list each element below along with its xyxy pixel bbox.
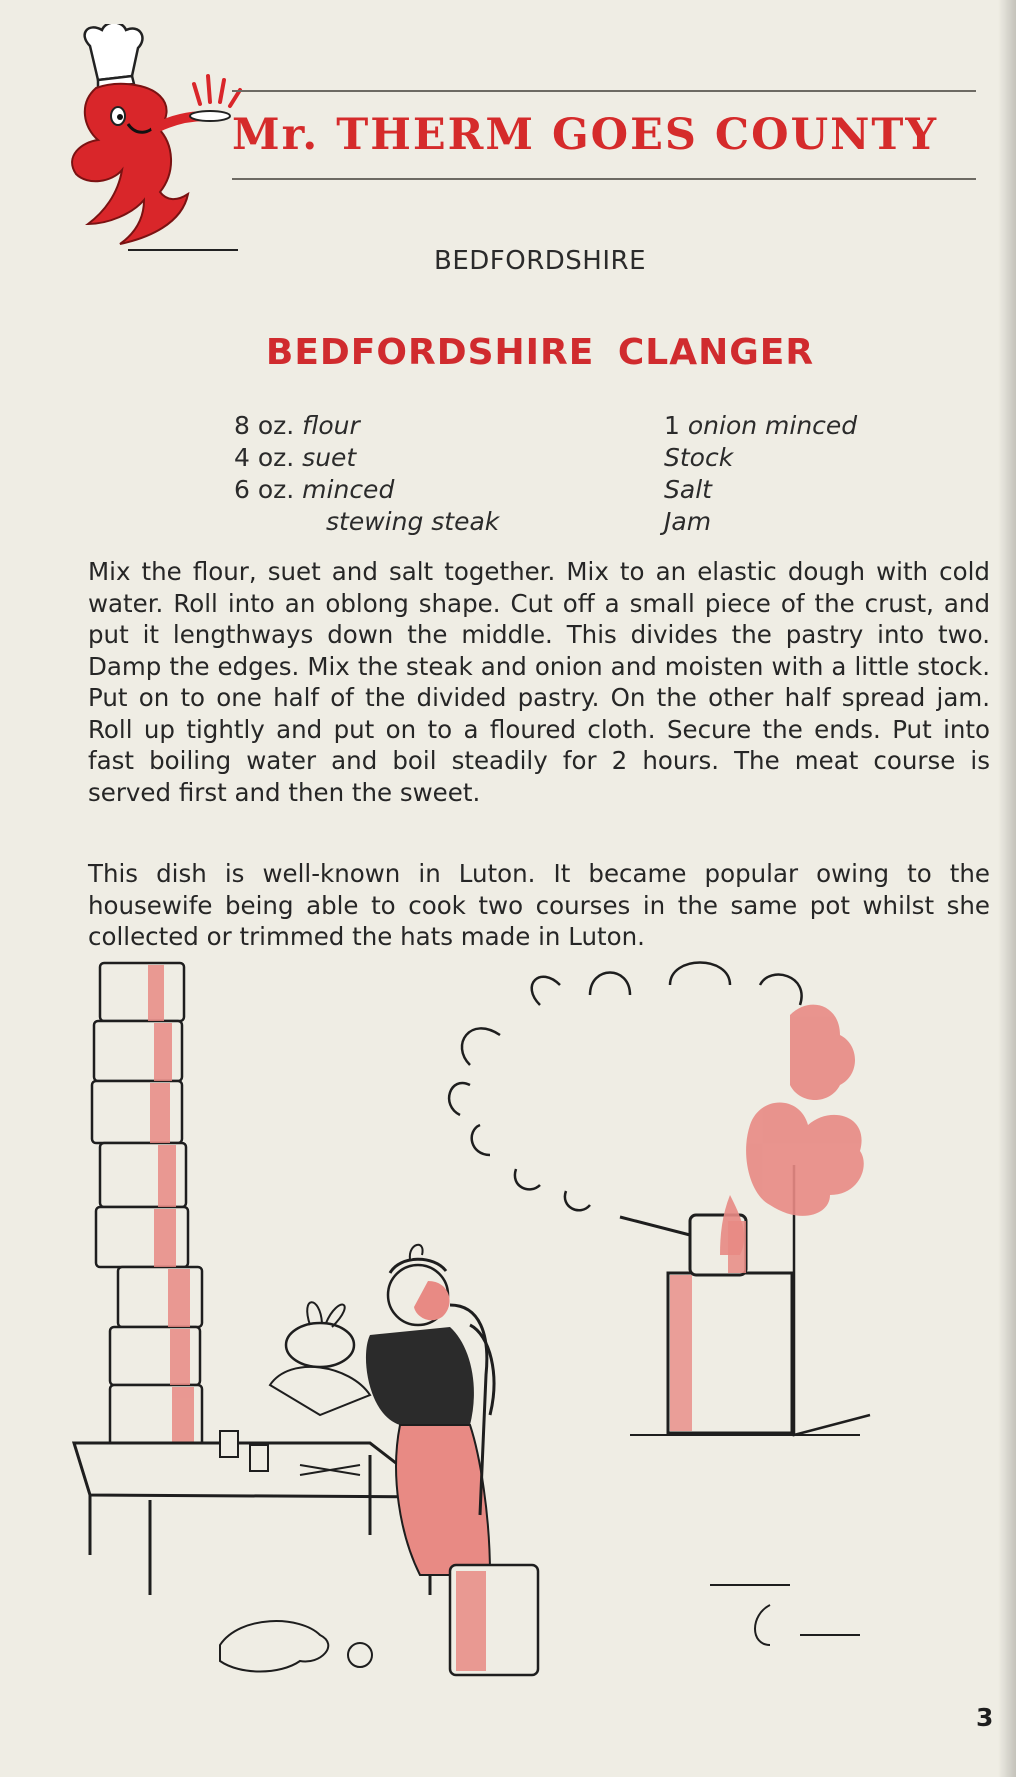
ingredient-qty: 8 oz. bbox=[234, 411, 295, 440]
woman-figure bbox=[270, 1245, 494, 1575]
ingredient-line bbox=[234, 474, 564, 506]
recipe-note-paragraph: This dish is well-known in Luton. It became popular owing to the housewife being able to cook two courses in the same pot whilst she collected or trimmed the hats made in Luton. bbox=[88, 859, 990, 951]
stove bbox=[620, 1215, 792, 1433]
ingredient-qty: 4 oz. bbox=[234, 443, 295, 472]
ingredient-item: onion minced bbox=[687, 411, 858, 440]
mr-therm-mascot-icon bbox=[48, 24, 248, 264]
cartoon-illustration bbox=[70, 955, 990, 1715]
ingredient-line: Stock bbox=[664, 443, 734, 472]
recipe-method-paragraph: Mix the flour, suet and salt together. Mix to an elastic dough with cold water. Roll into an oblong shape. Cut off a small piece of the crust, and put it lengthways down the middle. This divides the pastry into two. Damp the edges. Mix the steak and onion and moisten with a little stock. Put on to one half of the divided pastry. On the other half spread jam. Roll up tightly and put on to a floured cloth. Secure the ends. Put into fast boiling water and boil steadily for 2 hours. The meat course is served first and then the sweet. bbox=[88, 557, 990, 807]
header-rule-bottom bbox=[232, 178, 976, 180]
ingredient-item: suet bbox=[302, 443, 357, 472]
ingredient-line: Jam bbox=[664, 507, 712, 536]
page-number: 3 bbox=[976, 1703, 994, 1732]
ingredient-item: stewing steak bbox=[326, 507, 500, 536]
ingredient-line bbox=[234, 410, 564, 442]
ingredient-item: flour bbox=[302, 411, 360, 440]
header-rule-top bbox=[232, 90, 976, 92]
county-heading: BEDFORDSHIRE bbox=[433, 246, 646, 276]
ingredient-qty: 1 bbox=[664, 411, 680, 440]
ingredient-line bbox=[664, 410, 964, 442]
ingredient-line: Salt bbox=[664, 475, 712, 504]
ingredients-left-column bbox=[234, 410, 564, 538]
ingredients-right-column bbox=[664, 410, 964, 538]
ingredient-line bbox=[234, 442, 564, 474]
ingredient-line bbox=[234, 506, 564, 538]
steam-cloud bbox=[449, 963, 801, 1211]
recipe-title: BEDFORDSHIRE CLANGER bbox=[265, 332, 815, 373]
ingredient-qty: 6 oz. bbox=[234, 475, 295, 504]
artist-signature bbox=[710, 1585, 860, 1645]
page-header-title: Mr. THERM GOES COUNTY bbox=[232, 110, 939, 160]
ingredient-item: minced bbox=[302, 475, 395, 504]
